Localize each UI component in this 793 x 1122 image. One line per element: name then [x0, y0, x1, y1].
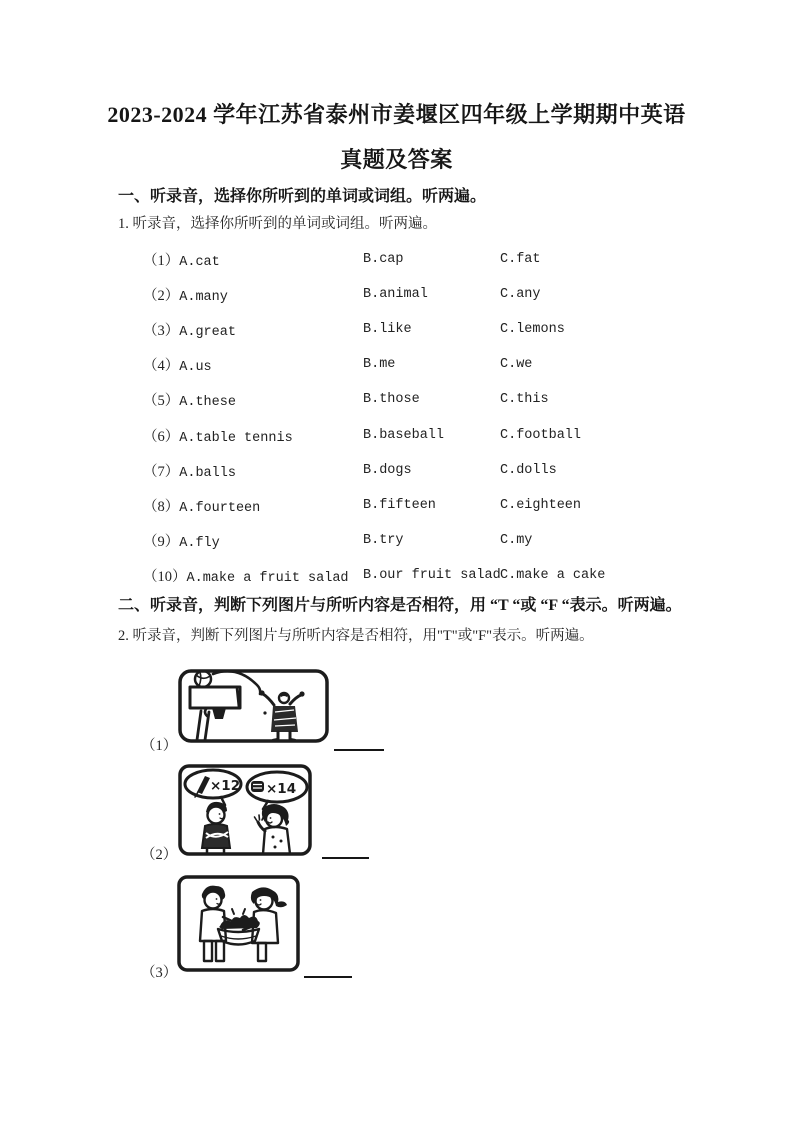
option-a: A.make a fruit salad: [186, 570, 349, 586]
question2-intro: 2. 听录音，判断下列图片与所听内容是否相符，用"T"或"F"表示。听两遍。: [118, 628, 594, 644]
list-item: [143, 453, 723, 488]
option-c: C.make a cake: [500, 567, 606, 583]
option-b: B.those: [363, 392, 420, 408]
option-b: B.baseball: [363, 427, 445, 443]
list-item: [143, 558, 723, 593]
option-b: B.dogs: [363, 462, 412, 478]
list-item: [143, 523, 723, 558]
picture-3-number: （3）: [141, 965, 178, 981]
item-number: （8）: [143, 498, 180, 515]
option-b: B.fifteen: [363, 497, 436, 513]
question1-options-list: [143, 242, 723, 593]
list-item: [143, 382, 723, 417]
answer-blank-2: [322, 857, 369, 859]
bubble-left-count-label: ×12: [210, 778, 241, 794]
option-a: A.balls: [179, 465, 236, 481]
option-a: A.us: [179, 360, 212, 376]
option-a: A.cat: [179, 255, 220, 271]
picture-1-basketball-scene: [177, 668, 330, 744]
item-number: （5）: [143, 393, 180, 410]
picture-2-counting-scene: [177, 763, 313, 857]
option-b: B.our fruit salad: [363, 567, 501, 583]
option-b: B.animal: [363, 287, 428, 303]
item-number: （3）: [143, 323, 180, 340]
bubble-right-count-label: ×14: [266, 781, 297, 797]
option-c: C.any: [500, 287, 541, 303]
section1-heading: 一、听录音，选择你所听到的单词或词组。听两遍。: [118, 188, 487, 205]
picture-1-number: （1）: [141, 738, 178, 754]
picture-2-number: （2）: [141, 847, 178, 863]
option-b: B.cap: [363, 252, 404, 268]
answer-blank-3: [304, 976, 352, 978]
question1-intro: 1. 听录音，选择你所听到的单词或词组。听两遍。: [118, 216, 437, 232]
option-c: C.football: [500, 427, 582, 443]
kids-counting-illustration: [177, 763, 313, 857]
list-item: [143, 242, 723, 277]
list-item: [143, 277, 723, 312]
option-b: B.me: [363, 357, 396, 373]
picture-3-fruit-salad-scene: [176, 874, 301, 973]
item-number: （4）: [143, 358, 180, 375]
option-c: C.we: [500, 357, 533, 373]
page-title: [0, 92, 793, 182]
option-a: A.great: [179, 325, 236, 341]
list-item: [143, 347, 723, 382]
option-a: A.many: [179, 290, 228, 306]
option-b: B.like: [363, 322, 412, 338]
item-number: （7）: [143, 463, 180, 480]
item-number: （10）: [143, 568, 187, 585]
basketball-shooting-illustration: [177, 668, 330, 744]
page-title-line1: 2023-2024 学年江苏省泰州市姜堰区四年级上学期期中英语: [107, 102, 686, 127]
item-number: （2）: [143, 288, 180, 305]
list-item: [143, 417, 723, 452]
option-c: C.this: [500, 392, 549, 408]
option-a: A.table tennis: [179, 430, 293, 446]
answer-blank-1: [334, 749, 384, 751]
list-item: [143, 488, 723, 523]
section2-heading: 二、听录音，判断下列图片与所听内容是否相符，用 “T “或 “F “表示。听两遍。: [118, 597, 682, 614]
option-a: A.fly: [179, 535, 220, 551]
option-c: C.dolls: [500, 462, 557, 478]
item-number: （9）: [143, 533, 180, 550]
option-c: C.my: [500, 532, 533, 548]
fruit-salad-illustration: [176, 874, 301, 973]
option-a: A.these: [179, 395, 236, 411]
list-item: [143, 312, 723, 347]
option-a: A.fourteen: [179, 500, 261, 516]
item-number: （1）: [143, 253, 180, 270]
item-number: （6）: [143, 428, 180, 445]
option-c: C.eighteen: [500, 497, 582, 513]
page-title-line2: 真题及答案: [340, 147, 453, 172]
option-c: C.fat: [500, 252, 541, 268]
option-b: B.try: [363, 532, 404, 548]
option-c: C.lemons: [500, 322, 565, 338]
